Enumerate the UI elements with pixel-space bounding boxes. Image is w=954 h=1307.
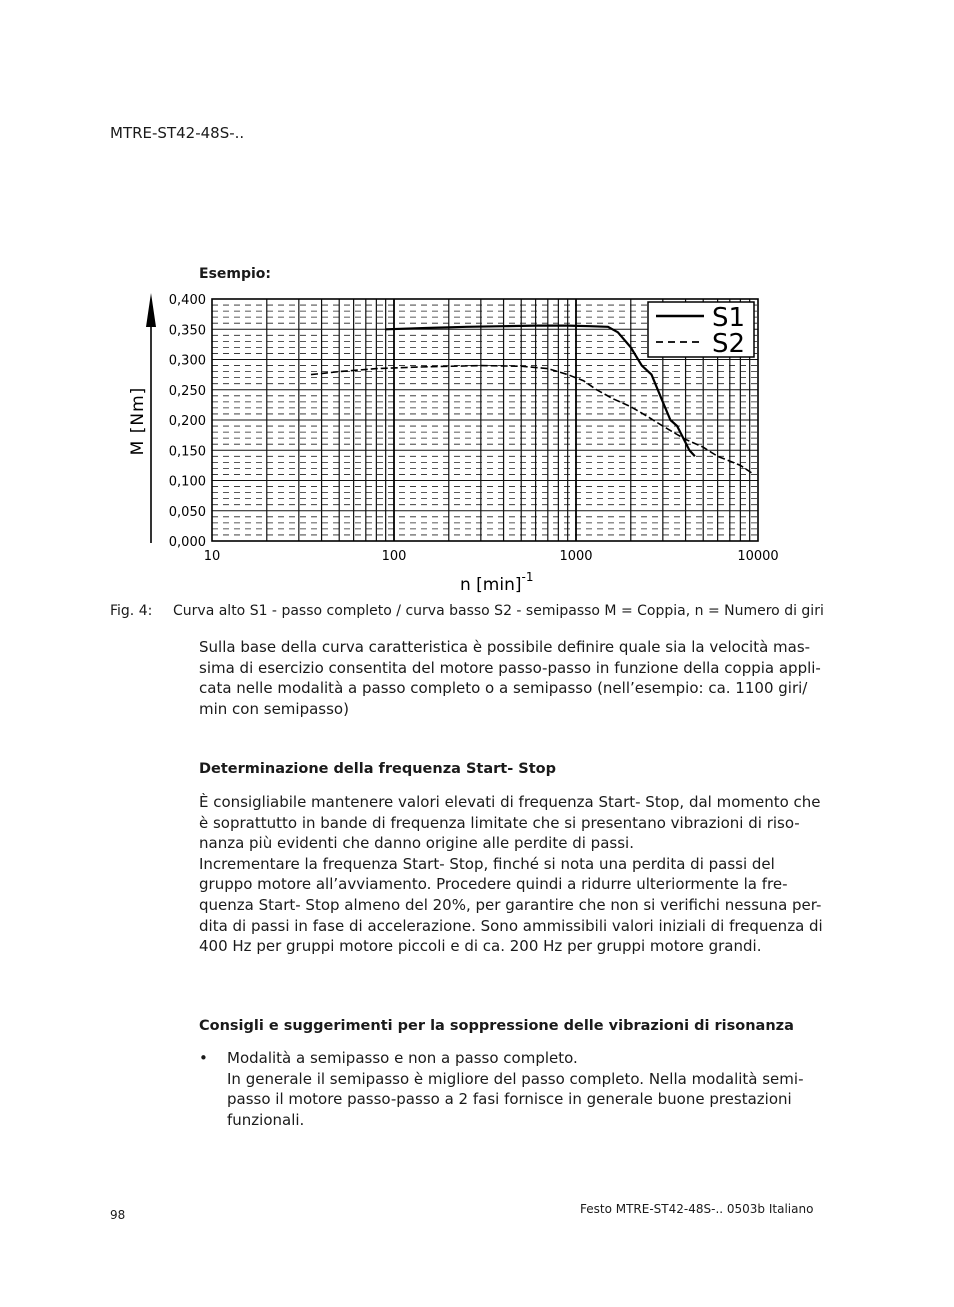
text-line: quenza Start- Stop almeno del 20%, per garantire che non si verifichi nessuna per- [199, 895, 822, 914]
x-tick-label: 10 [203, 549, 221, 564]
text-line: Sulla base della curva caratteristica è possibile definire quale sia la velocità mas- [199, 638, 811, 656]
text-line: min con semipasso) [199, 699, 349, 718]
section-heading-start-stop: Determinazione della frequenza Start- Stop [199, 761, 556, 777]
y-tick-label: 0,100 [168, 474, 206, 490]
y-axis-label: M [Nm] [128, 386, 148, 456]
torque-speed-chart [120, 285, 790, 595]
text-line: dita di passi in fase di accelerazione. Sono ammissibili valori iniziali di frequenza di [199, 916, 823, 935]
paragraph-start-stop [199, 792, 823, 957]
y-tick-label: 0,350 [168, 323, 206, 339]
section-heading-resonance: Consigli e suggerimenti per la soppressione delle vibrazioni di risonanza [199, 1018, 794, 1034]
text-line: In generale il semipasso è migliore del passo completo. Nella modalità semi- [227, 1069, 804, 1088]
y-axis-arrowhead [146, 293, 156, 327]
y-tick-label: 0,000 [168, 535, 206, 550]
text-line: cata nelle modalità a passo completo o a semipasso (nell’esempio: ca. 1100 giri/ [199, 679, 808, 698]
y-tick-label: 0,150 [168, 444, 206, 460]
text-line: nanza più evidenti che danno origine alle perdite di passi. [199, 834, 634, 853]
example-label: Esempio: [199, 266, 272, 282]
bullet-symbol: • [199, 1049, 208, 1067]
x-tick-label: 1000 [559, 549, 593, 564]
x-axis-label: n $[\min]^{-1}$ [460, 570, 534, 595]
x-tick-label: 10000 [737, 549, 779, 564]
page-header: MTRE-ST42-48S-.. [110, 124, 245, 142]
y-tick-label: 0,300 [168, 353, 206, 369]
paragraph-curve-explanation [199, 637, 821, 719]
text-line: gruppo motore all’avviamento. Procedere quindi a ridurre ulteriormente la fre- [199, 875, 788, 894]
text-line: è soprattutto in bande di frequenza limitate che si presentano vibrazioni di riso- [199, 813, 800, 832]
legend-label-s2: S2 [712, 329, 746, 359]
text-line: passo il motore passo-passo a 2 fasi fornisce in generale buone prestazioni [227, 1090, 792, 1109]
text-line: Modalità a semipasso e non a passo completo. [227, 1049, 578, 1067]
text-line: funzionali. [227, 1110, 305, 1129]
y-tick-label: 0,200 [168, 414, 206, 429]
bullet-text [227, 1048, 803, 1130]
x-tick-label: 100 [381, 549, 407, 564]
figure-number: Fig. 4: [110, 603, 153, 619]
text-line: 400 Hz per gruppi motore piccoli e di ca. 200 Hz per gruppi motore grandi. [199, 937, 762, 956]
footer-doc-info: Festo MTRE-ST42-48S-.. 0503b Italiano [580, 1202, 814, 1216]
y-tick-label: 0,250 [168, 383, 206, 399]
figure-caption [110, 603, 830, 619]
y-tick-label: 0,400 [168, 293, 206, 308]
page-number: 98 [110, 1208, 126, 1222]
legend-label-s1: S1 [712, 303, 746, 333]
text-line: Incrementare la frequenza Start- Stop, finché si nota una perdita di passi del [199, 854, 775, 873]
figure-caption-text: Curva alto S1 - passo completo / curva basso S2 - semipasso M = Coppia, n = Numero di giri [173, 603, 824, 619]
y-tick-label: 0,050 [168, 504, 206, 520]
text-line: È consigliabile mantenere valori elevati di frequenza Start- Stop, dal momento che [199, 793, 821, 811]
text-line: sima di esercizio consentita del motore passo-passo in funzione della coppia appli- [199, 658, 821, 677]
